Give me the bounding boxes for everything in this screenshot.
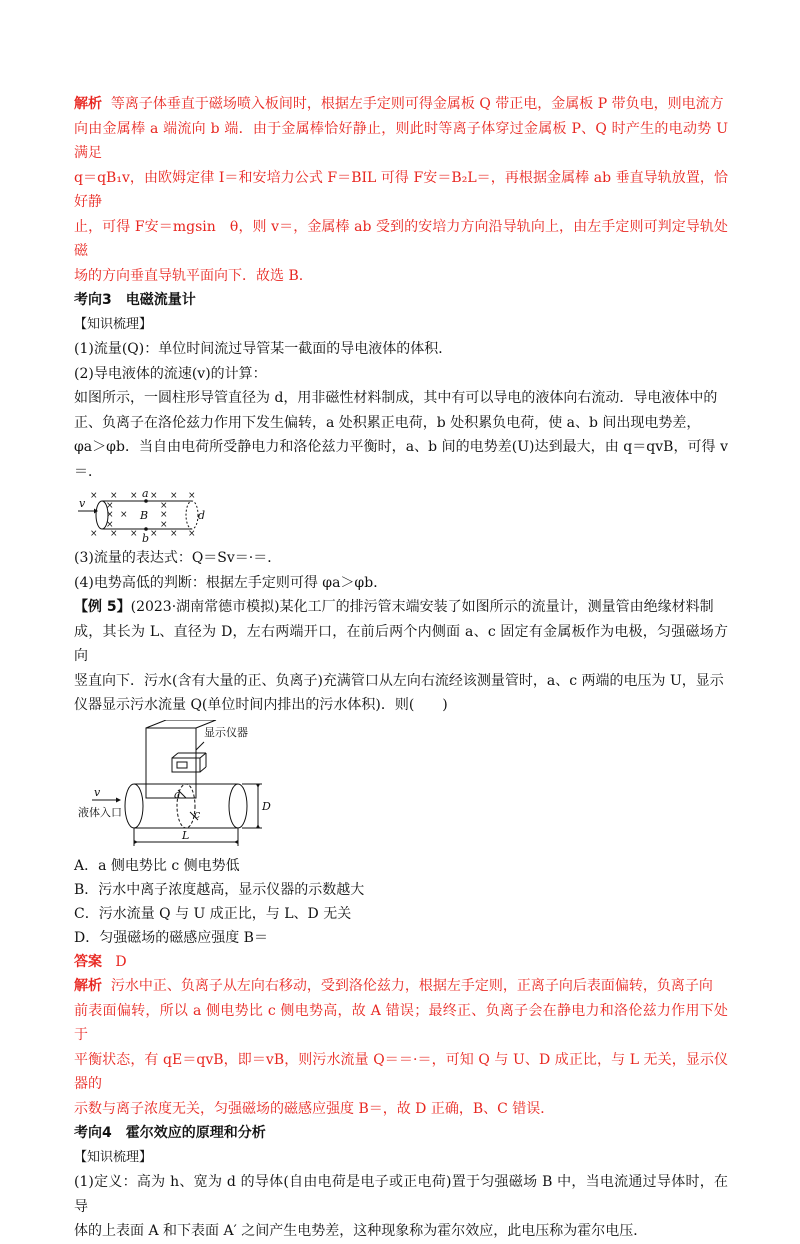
svg-text:×: × bbox=[150, 491, 158, 501]
svg-text:×: × bbox=[188, 529, 196, 539]
body-line: 正、负离子在洛伦兹力作用下发生偏转，a 处积累正电荷，b 处积累负电荷，使 a、b 间出现电势差， bbox=[74, 414, 701, 431]
analysis-label: 解析 bbox=[74, 978, 102, 994]
display-instrument-label: 显示仪器 bbox=[204, 725, 248, 739]
svg-text:×: × bbox=[106, 510, 114, 520]
svg-text:×: × bbox=[130, 529, 138, 539]
velocity-label: v bbox=[79, 497, 86, 510]
option-a: A．a 侧电势比 c 侧电势低 bbox=[74, 857, 240, 874]
svg-text:×: × bbox=[170, 491, 178, 501]
svg-text:×: × bbox=[160, 520, 168, 530]
dimension-d-label: D bbox=[262, 799, 271, 813]
electrode-a-label: a bbox=[174, 787, 181, 801]
flowmeter-cylinder-figure bbox=[76, 486, 216, 544]
section-heading: 考向3 电磁流量计 bbox=[74, 292, 196, 308]
section-heading: 考向4 霍尔效应的原理和分析 bbox=[74, 1125, 266, 1141]
body-line: (1)定义：高为 h、宽为 d 的导体(自由电荷是电子或正电荷)置于匀强磁场 B 中，当电流通过导体时，在导 bbox=[74, 1174, 728, 1215]
knowledge-tag: 【知识梳理】 bbox=[74, 1150, 153, 1165]
knowledge-tag: 【知识梳理】 bbox=[74, 317, 153, 332]
svg-text:×: × bbox=[170, 529, 178, 539]
svg-text:×: × bbox=[106, 520, 114, 530]
flowmeter-pipe-figure bbox=[76, 720, 276, 850]
analysis-text-line: 示数与离子浓度无关，匀强磁场的磁感应强度 B＝，故 D 正确，B、C 错误． bbox=[74, 1100, 555, 1117]
answer-value: D bbox=[115, 953, 127, 970]
velocity-label: v bbox=[94, 785, 101, 799]
analysis-text-line: 等离子体垂直于磁场喷入板间时，根据左手定则可得金属板 Q 带正电，金属板 P 带负电，则电流方 bbox=[110, 96, 724, 112]
point-b-label: b bbox=[142, 532, 150, 544]
analysis-text-line: 污水中正、负离子从左向右移动，受到洛伦兹力，根据左手定则，正离子向后表面偏转，负离子向 bbox=[110, 978, 713, 994]
answer-line bbox=[74, 950, 728, 975]
svg-text:×: × bbox=[160, 510, 168, 520]
answer-label: 答案 bbox=[74, 953, 102, 970]
liquid-inlet-label: 液体入口 bbox=[78, 805, 122, 819]
example-text-line: 竖直向下．污水(含有大量的正、负离子)充满管口从左向右流经该测量管时，a、c 两端的电压为 U，显示 bbox=[74, 672, 724, 689]
analysis-block-2 bbox=[74, 974, 728, 1121]
body-line: φa＞φb．当自由电荷所受静电力和洛伦兹力平衡时，a、b 间的电势差(U)达到最大，由 q＝qvB，可得 v＝． bbox=[74, 439, 728, 480]
analysis-text-line: 平衡状态，有 qE＝qvB，即＝vB，则污水流量 Q＝＝·＝，可知 Q 与 U、D 成正比，与 L 无关，显示仪器的 bbox=[74, 1051, 728, 1092]
svg-text:×: × bbox=[130, 491, 138, 501]
svg-text:×: × bbox=[150, 529, 158, 539]
analysis-text-line: 前表面偏转，所以 a 侧电势比 c 侧电势高，故 A 错误；最终正、负离子会在静电力和洛伦兹力作用下处于 bbox=[74, 1002, 728, 1043]
svg-text:×: × bbox=[90, 529, 98, 539]
option-b: B．污水中离子浓度越高，显示仪器的示数越大 bbox=[74, 881, 365, 898]
option-c: C．污水流量 Q 与 U 成正比，与 L、D 无关 bbox=[74, 905, 352, 922]
svg-text:×: × bbox=[120, 510, 128, 520]
document-page bbox=[74, 92, 728, 1244]
body-line: (1)流量(Q)：单位时间流过导管某一截面的导电液体的体积． bbox=[74, 341, 453, 357]
svg-text:×: × bbox=[90, 491, 98, 501]
option-d: D．匀强磁场的磁感应强度 B＝ bbox=[74, 929, 268, 946]
svg-text:×: × bbox=[106, 501, 114, 511]
svg-text:×: × bbox=[110, 491, 118, 501]
analysis-text-line: 场的方向垂直导轨平面向下．故选 B. bbox=[74, 267, 304, 284]
svg-text:×: × bbox=[110, 529, 118, 539]
svg-text:×: × bbox=[188, 491, 196, 501]
analysis-text-line: q＝qB₁v，由欧姆定律 I＝和安培力公式 F＝BIL 可得 F安＝B₂L＝，再根据金属棒 ab 垂直导轨放置，恰好静 bbox=[74, 169, 728, 210]
example-text-line: (2023·湖南常德市模拟)某化工厂的排污管末端安装了如图所示的流量计，测量管由绝缘材料制 bbox=[130, 599, 714, 615]
svg-text:×: × bbox=[160, 501, 168, 511]
body-line: 如图所示，一圆柱形导管直径为 d，用非磁性材料制成，其中有可以导电的液体向右流动．导电液体中的 bbox=[74, 390, 718, 406]
analysis-label: 解析 bbox=[74, 96, 102, 112]
dimension-l-label: L bbox=[182, 828, 190, 842]
analysis-text-line: 止，可得 F安＝mgsin θ，则 v＝，金属棒 ab 受到的安培力方向沿导轨向上，由左手定则可判定导轨处磁 bbox=[74, 218, 728, 259]
body-line: 体的上表面 A 和下表面 A′ 之间产生电势差，这种现象称为霍尔效应，此电压称为霍尔电压． bbox=[74, 1223, 648, 1239]
point-a-label: a bbox=[142, 487, 149, 500]
body-line: (4)电势高低的判断：根据左手定则可得 φa＞φb． bbox=[74, 574, 388, 591]
analysis-block-1 bbox=[74, 92, 728, 288]
body-line: (3)流量的表达式：Q＝Sv＝·＝． bbox=[74, 550, 282, 566]
body-line: (2)导电液体的流速(v)的计算： bbox=[74, 365, 267, 382]
electrode-c-label: c bbox=[194, 807, 201, 821]
example-label: 【例 5】 bbox=[74, 599, 131, 615]
field-b-label: B bbox=[140, 509, 149, 522]
example-text-line: 仪器显示污水流量 Q(单位时间内排出的污水体积)．则( ) bbox=[74, 697, 448, 713]
example-text-line: 成，其长为 L、直径为 D，左右两端开口，在前后两个内侧面 a、c 固定有金属板作为电极，匀强磁场方向 bbox=[74, 623, 728, 664]
diameter-label: d bbox=[198, 509, 206, 522]
analysis-text-line: 向由金属棒 a 端流向 b 端．由于金属棒恰好静止，则此时等离子体穿过金属板 P、Q 时产生的电动势 U 满足 bbox=[74, 120, 728, 161]
